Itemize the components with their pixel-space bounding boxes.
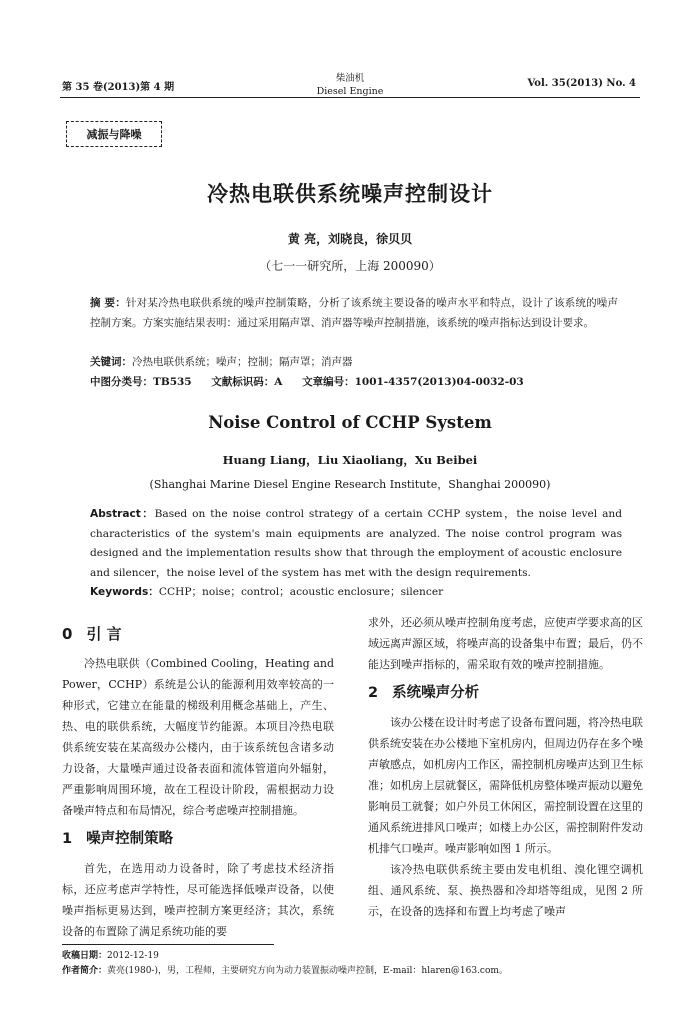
section-heading-2: [368, 683, 643, 704]
abstract-zh-text: 针对某冷热电联供系统的噪声控制策略，分析了该系统主要设备的噪声水平和特点，设计了该系统的噪声控制方案。方案实施结果表明：通过采用隔声罩、消声器等噪声控制措施，该系统的噪声指标达到设计要求。: [90, 297, 619, 329]
section-title: 噪声控制策略: [86, 831, 174, 847]
footnote-received: [62, 949, 662, 964]
document-code: 文献标识码：A: [211, 376, 283, 388]
journal-volume-issue: 第 35 卷(2013)第 4 期: [62, 82, 175, 93]
authors-en: Huang Liang，Liu Xiaoliang，Xu Beibei: [222, 453, 478, 467]
journal-name-zh: 柴油机: [335, 73, 365, 84]
footnote-divider: [62, 944, 274, 945]
author-bio-label: 作者简介：: [62, 966, 108, 976]
paragraph-continued: 求外，还必须从噪声控制角度考虑，应使声学要求高的区域远离声源区域，将噪声高的设备集中布置；最后，仍不能达到噪声指标的，需采取有效的噪声控制措施。: [368, 616, 643, 671]
header-divider: [60, 97, 640, 98]
received-label: 收稿日期：: [62, 951, 108, 961]
paragraph: 冷热电联供（Combined Cooling，Heating and Power，CCHP）系统是公认的能源利用效率较高的一种形式，它建立在能量的梯级利用概念基础上，产生、热、电的联供系统，大幅度节约能源。本项目冷热电联供系统安装在某高级办公楼内，由于该系统包含诸多动力设备，大量噪声通过设备表面和流体管道向外辐射，严重影响周围环境，故在工程设计阶段，需根据动力设备噪声特点和布局情况，综合考虑噪声控制措施。: [62, 657, 334, 817]
keywords-zh-label: 关键词：: [90, 356, 132, 368]
body-column-right: [368, 612, 643, 922]
column-tag: 减振与降噪: [66, 121, 162, 147]
section-number: 1: [62, 831, 73, 847]
section-heading-0: [62, 624, 334, 645]
abstract-zh: [90, 293, 618, 333]
footnote-author: [62, 964, 662, 979]
keywords-zh-text: 冷热电联供系统；噪声；控制；隔声罩；消声器: [132, 356, 353, 368]
article-number: 文章编号：1001-4357(2013)04-0032-03: [302, 376, 524, 388]
affiliation-en: (Shanghai Marine Diesel Engine Research Institute，Shanghai 200090): [149, 478, 551, 491]
classification-line: [90, 373, 650, 391]
journal-name-en: Diesel Engine: [316, 86, 384, 97]
section-heading-1: [62, 829, 334, 850]
paragraph: 首先，在选用动力设备时，除了考虑技术经济指标，还应考虑声学特性，尽可能选择低噪声设备，以使噪声指标更易达到，噪声控制方案更经济；其次，系统设备的布置除了满足系统功能的要: [62, 862, 334, 938]
abstract-en-label: Abstract：: [90, 508, 155, 520]
affiliation-zh: （七一一研究所，上海 200090）: [259, 259, 441, 273]
keywords-en-label: Keywords：: [90, 586, 159, 598]
abstract-en-text: Based on the noise control strategy of a certain CCHP system，the noise level and characteristics of the system's main equipments are analyzed. The noise control program was designed and the implementation results show that through the employment of acoustic enclosure and silencer，the noise level of the system has met with the design requirements.: [90, 508, 622, 579]
clc-number: 中图分类号：TB535: [90, 376, 192, 388]
keywords-en-text: CCHP；noise；control；acoustic enclosure；silencer: [158, 586, 444, 598]
abstract-zh-label: 摘 要：: [90, 297, 126, 309]
keywords-zh: [90, 352, 618, 372]
received-date: 2012-12-19: [107, 951, 159, 961]
keywords-en: [90, 583, 622, 602]
authors-zh: 黄 亮，刘晓良，徐贝贝: [287, 232, 413, 246]
section-number: 0: [62, 625, 73, 643]
body-column-left: [62, 612, 334, 942]
abstract-en: [90, 505, 622, 583]
author-bio: 黄亮(1980-)，男，工程师，主要研究方向为动力装置振动噪声控制，E-mail：hlaren@163.com。: [107, 966, 508, 976]
paragraph: 该冷热电联供系统主要由发电机组、溴化锂空调机组、通风系统、泵、换热器和冷却塔等组成，见图 2 所示，在设备的选择和布置上均考虑了噪声: [368, 863, 643, 918]
section-title: 引 言: [86, 625, 122, 643]
paper-title-zh: 冷热电联供系统噪声控制设计: [207, 182, 493, 206]
section-number: 2: [368, 685, 379, 701]
journal-volume-issue-en: Vol. 35(2013) No. 4: [527, 78, 636, 89]
paper-title-en: Noise Control of CCHP System: [208, 413, 492, 432]
section-title: 系统噪声分析: [392, 685, 480, 701]
paragraph: 该办公楼在设计时考虑了设备布置问题，将冷热电联供系统安装在办公楼地下室机房内，但周边仍存在多个噪声敏感点，如机房内工作区，需控制机房噪声达到卫生标准；如机房上层就餐区，需降低机房整体噪声振动以避免影响员工就餐；如户外员工休闲区，需控制设置在这里的通风系统进排风口噪声；如楼上办公区，需控制附件发动机排气口噪声。噪声影响如图 1 所示。: [368, 716, 643, 855]
